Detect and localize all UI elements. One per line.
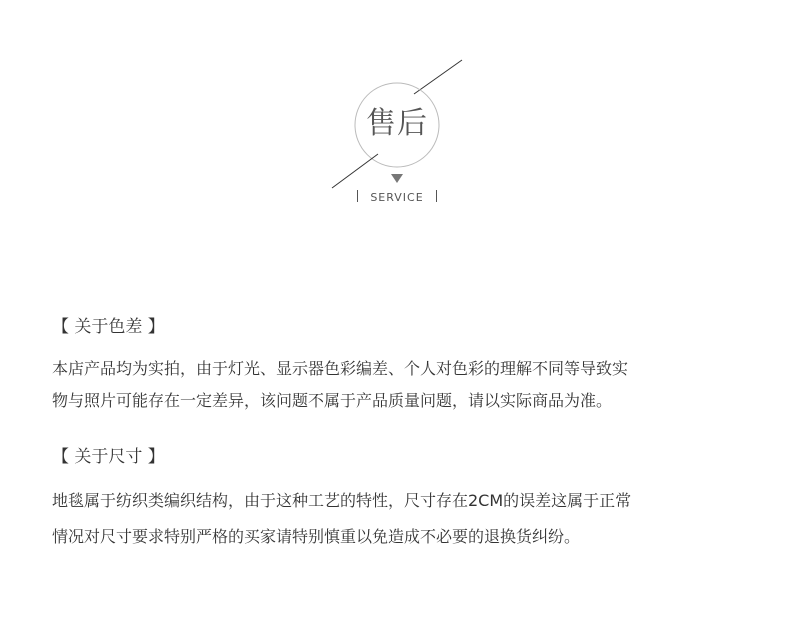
service-emblem [0, 0, 800, 220]
down-triangle-icon [391, 174, 403, 183]
section-text-line: 地毯属于纺织类编织结构，由于这种工艺的特性，尺寸存在2CM的误差这属于正常 [52, 491, 632, 510]
divider-bar-right [436, 190, 437, 202]
section-text-line: 物与照片可能存在一定差异，该问题不属于产品质量问题，请以实际商品为准。 [52, 391, 613, 410]
diagonal-line-bottom [332, 154, 378, 188]
service-row [352, 186, 442, 206]
section-heading: 【 关于色差 】 [52, 317, 165, 337]
section-text-line: 情况对尺寸要求特别严格的买家请特别慎重以免造成不必要的退换货纠纷。 [52, 527, 581, 546]
section-text-line: 本店产品均为实拍，由于灯光、显示器色彩编差、个人对色彩的理解不同等导致实 [52, 359, 629, 378]
section-heading: 【 关于尺寸 】 [52, 447, 165, 467]
diagonal-line-top [414, 60, 462, 94]
emblem-title: 售后 [366, 106, 428, 141]
section-color-difference [52, 315, 762, 417]
divider-bar-left [357, 190, 358, 202]
service-label: SERVICE [370, 191, 424, 204]
section-size [52, 445, 762, 555]
